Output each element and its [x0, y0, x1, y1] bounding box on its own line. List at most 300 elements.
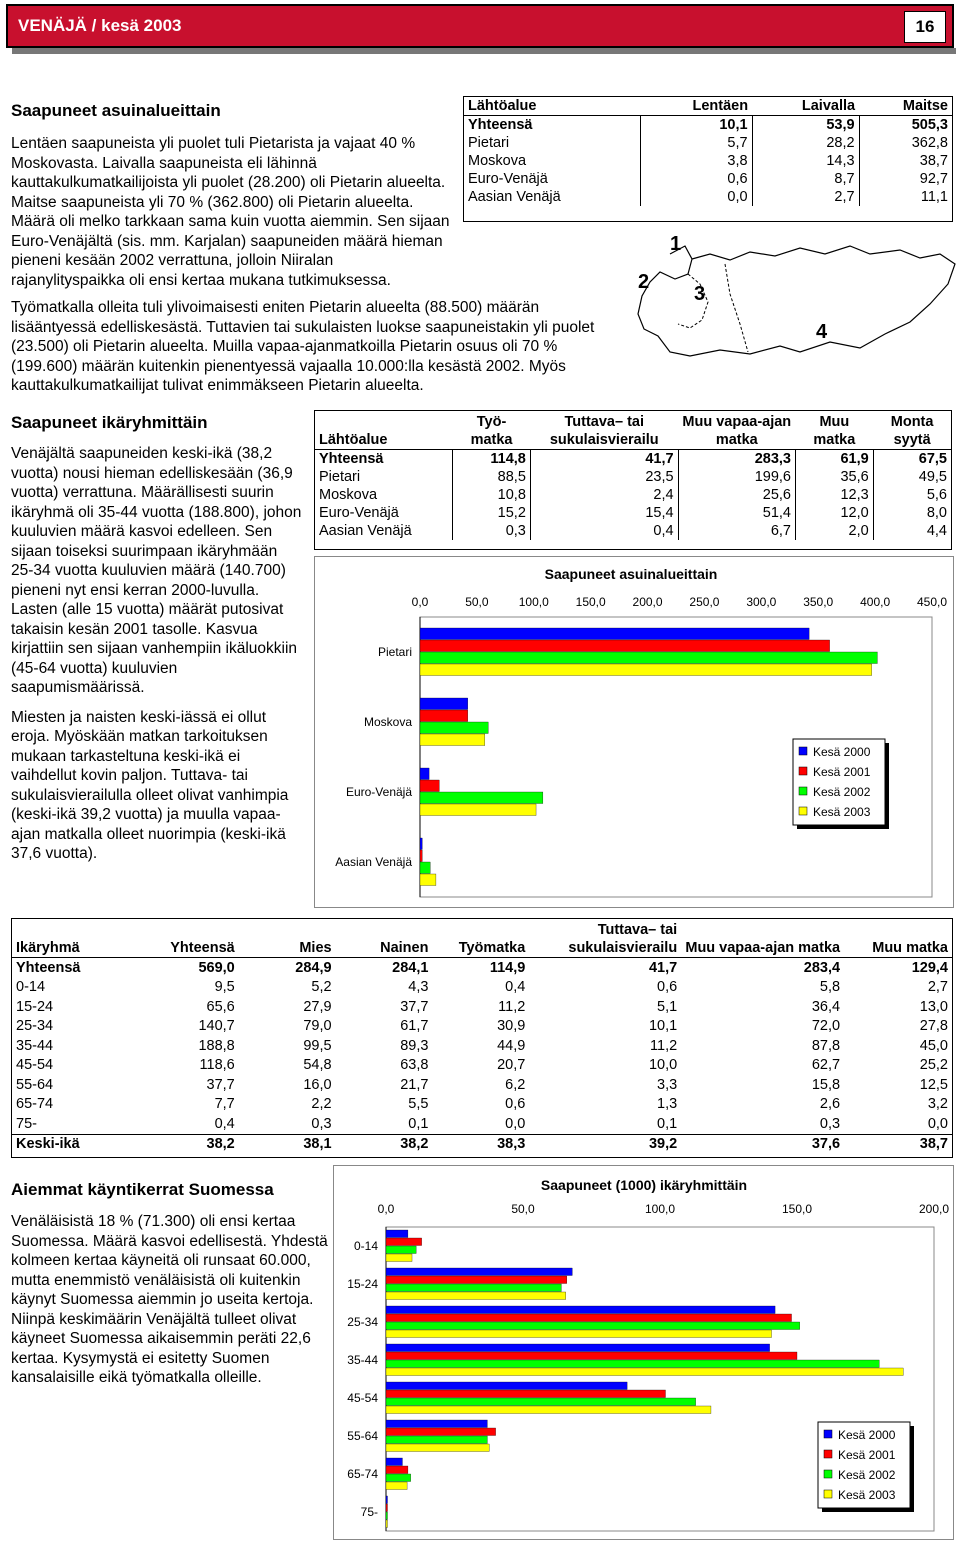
table-cell: 283,3	[678, 450, 795, 469]
table-cell: 2,2	[311, 1096, 332, 1113]
table-cell: 14,3	[752, 152, 859, 170]
bar	[420, 640, 830, 652]
table-cell: 28,2	[752, 134, 859, 152]
table-cell: Aasian Venäjä	[315, 522, 453, 540]
bar	[386, 1276, 567, 1284]
table-cell: 79,0	[303, 1018, 332, 1035]
table-cell: 15,2	[453, 504, 531, 522]
bar	[420, 804, 536, 816]
bar	[386, 1406, 711, 1414]
section1-para1: Lentäen saapuneista yli puolet tuli Pietarista ja vajaat 40 % Moskovasta. Laivalla saapuneista eli lähinnä kauttakulkumatkailijoista yli puolet (28.200) oli Pietarin alueelta. Maitse saapuneista yli 70 % (362.800) oli Pietarin alueelta. Määrä oli melko tarkkaan sama kuin vuotta aiemmin. Sen sijaan Euro-Venäjältä (sis. mm. Karjalan) saapuneiden määrä hieman pieneni kesään 2002 verrattuna, jolloin Niiralan rajanylityspaikka oli ensi kertaa mukana tutkimuksessa.	[11, 135, 450, 289]
table-cell: 10,8	[453, 486, 531, 504]
table-cell: 2,4	[530, 486, 678, 504]
table-cell: 41,7	[648, 959, 678, 976]
table-header-cell: Muu vapaa-ajan matka	[681, 919, 844, 958]
table-cell: 2,7	[927, 979, 948, 996]
bar	[386, 1306, 775, 1314]
table-cell: 0,6	[641, 170, 752, 188]
page-header	[6, 4, 954, 48]
y-category-label: 25-34	[347, 1315, 378, 1329]
legend-swatch	[799, 767, 807, 775]
y-category-label: 45-54	[347, 1391, 378, 1405]
table-cell: 0,3	[311, 1115, 332, 1132]
table-cell: 3,3	[657, 1076, 678, 1093]
table-row	[12, 997, 952, 1017]
table-cell: Yhteensä	[315, 450, 453, 469]
legend-label: Kesä 2001	[838, 1448, 896, 1462]
table-row	[12, 978, 952, 998]
map-outline	[638, 246, 955, 356]
table-cell: 0,4	[530, 522, 678, 540]
bar	[386, 1512, 388, 1520]
x-tick-label: 200,0	[918, 1202, 950, 1216]
legend-swatch	[799, 807, 807, 815]
section2-para2: Miesten ja naisten keski-iässä ei ollut eroja. Myöskään matkan tarkoituksen mukaan tarkasteltuna keski-ikä ei vaihdellut kovin paljon. Tuttava- tai sukulaisvierailulla olleet olivat vanhimpia (keski-ikä 39,2 vuotta) ja muulla vapaa-ajan matkalla olleet nuorimpia (keski-ikä 37,6 vuotta).	[11, 708, 289, 862]
table-cell: 30,9	[497, 1018, 526, 1035]
bar	[386, 1444, 489, 1452]
legend-swatch	[824, 1490, 832, 1498]
bar	[420, 874, 436, 886]
table-cell: 0,3	[453, 522, 531, 540]
bar	[386, 1398, 696, 1406]
y-category-label: 0-14	[353, 1239, 378, 1253]
table-cell: 53,9	[752, 116, 859, 135]
table-header-cell: Tuttava– tai sukulaisvierailu	[530, 411, 678, 450]
x-tick-label: 300,0	[746, 595, 777, 609]
bar	[386, 1292, 566, 1300]
chart-region-svg	[315, 557, 953, 907]
table-cell: 25-34	[16, 1018, 54, 1035]
legend-swatch	[824, 1470, 832, 1478]
purpose-table	[315, 411, 951, 540]
legend-swatch	[799, 787, 807, 795]
table-cell: 0,0	[641, 188, 752, 206]
table-cell: 36,4	[811, 998, 841, 1015]
table-row	[12, 1056, 952, 1076]
table-cell: 27,9	[303, 998, 332, 1015]
chart-title: Saapuneet (1000) ikäryhmittäin	[540, 1177, 748, 1193]
chart-region-panel	[314, 556, 954, 908]
table-row	[12, 1095, 952, 1115]
table-cell: Pietari	[464, 134, 641, 152]
table-cell: 0,4	[505, 979, 526, 996]
table-row	[12, 958, 952, 978]
table-header-cell: Työmatka	[432, 919, 529, 958]
table-header-row	[315, 411, 951, 450]
y-category-label: Aasian Venäjä	[335, 855, 412, 869]
table-cell: 27,8	[919, 1018, 948, 1035]
table-cell: 92,7	[859, 170, 952, 188]
table-cell: 3,2	[927, 1096, 948, 1113]
bar	[386, 1390, 665, 1398]
table-cell: 188,8	[198, 1037, 235, 1054]
table-row	[315, 504, 951, 522]
age-table	[12, 919, 952, 1154]
table-cell: 12,0	[795, 504, 873, 522]
table-cell: 3,8	[641, 152, 752, 170]
bar	[386, 1368, 903, 1376]
table-cell: 21,7	[400, 1076, 429, 1093]
table-header-row	[12, 919, 952, 958]
y-category-label: Euro-Venäjä	[345, 785, 412, 799]
table-header-cell: Yhteensä	[131, 919, 239, 958]
table-row	[464, 152, 952, 170]
table-cell: 505,3	[859, 116, 952, 135]
table-cell: 67,5	[873, 450, 951, 469]
table-cell: 39,2	[648, 1136, 678, 1153]
bar	[420, 628, 809, 640]
bar	[386, 1330, 772, 1338]
bar	[420, 722, 488, 734]
table-row	[315, 522, 951, 540]
table-cell: 23,5	[530, 468, 678, 486]
bar	[420, 792, 543, 804]
legend-label: Kesä 2003	[813, 805, 871, 819]
map-label-2: 2	[638, 271, 650, 293]
section-heading-kayntikerrat: Aiemmat käyntikerrat Suomessa	[11, 1180, 274, 1199]
table-cell: Yhteensä	[16, 959, 81, 976]
table-cell: 12,5	[919, 1076, 948, 1093]
section1-intro	[11, 134, 451, 300]
table-cell: 38,3	[497, 1136, 526, 1153]
table-row	[12, 1114, 952, 1134]
bar	[420, 850, 422, 862]
bar	[386, 1436, 487, 1444]
bar	[386, 1246, 416, 1254]
table-cell: 0-14	[16, 979, 46, 996]
table-cell: 62,7	[811, 1057, 841, 1074]
table-cell: 5,7	[641, 134, 752, 152]
table-cell: 10,1	[648, 1018, 678, 1035]
table-cell: 8,0	[873, 504, 951, 522]
bar	[386, 1238, 422, 1246]
table-cell: 65-74	[16, 1096, 54, 1113]
table-cell: 38,1	[303, 1136, 332, 1153]
x-tick-label: 400,0	[860, 595, 891, 609]
y-category-label: 15-24	[347, 1277, 378, 1291]
bar	[386, 1314, 792, 1322]
table-cell: 38,2	[400, 1136, 429, 1153]
table-cell: 38,7	[919, 1136, 948, 1153]
table-cell: 15,4	[530, 504, 678, 522]
table-cell: 0,4	[214, 1115, 235, 1132]
header-title: VENÄJÄ / kesä 2003	[18, 16, 182, 35]
section2-para1: Venäjältä saapuneiden keski-ikä (38,2 vuotta) nousi hieman edelliskesään (36,9 vuotta) verrattuna. Määrällisesti suurin ikäryhmä oli 35-44 vuotta (188.800), johon kuuluvien määrä kasvoi edelleen. Sen sijaan toiseksi suurimpaan ikäryhmään 25-34 vuotta kuuluvien määrä (140.700) pieneni nyt ensi kerran 2000-luvulla. Lasten (alle 15 vuotta) määrät putosivat takaisin kesän 2001 tasolle. Kasvua kirjattiin sen sijaan vanhempiin ikäluokkiin (45-64 vuotta) kuuluvien saapumismäärissä.	[11, 445, 302, 696]
table-cell: 51,4	[678, 504, 795, 522]
table-cell: 140,7	[198, 1018, 235, 1035]
table-cell: 45-54	[16, 1057, 54, 1074]
table-cell: 11,1	[859, 188, 952, 206]
table-cell: 49,5	[873, 468, 951, 486]
section-heading-ikaryhmittain: Saapuneet ikäryhmittäin	[11, 413, 208, 432]
x-tick-label: 200,0	[632, 595, 663, 609]
table-cell: 6,2	[505, 1076, 526, 1093]
table-header-cell: Nainen	[336, 919, 433, 958]
table-cell: Aasian Venäjä	[464, 188, 641, 206]
table-cell: 0,0	[927, 1115, 948, 1132]
table-cell: 569,0	[198, 959, 235, 976]
table-row	[12, 1017, 952, 1037]
legend-label: Kesä 2000	[813, 745, 871, 759]
table-cell: 362,8	[859, 134, 952, 152]
table-row	[315, 468, 951, 486]
bar	[386, 1504, 388, 1512]
x-tick-label: 250,0	[689, 595, 720, 609]
x-tick-label: 150,0	[575, 595, 606, 609]
bar	[386, 1230, 408, 1238]
bar	[420, 698, 468, 710]
table-row	[315, 486, 951, 504]
table-cell: 41,7	[530, 450, 678, 469]
section-heading-asuinalueittain: Saapuneet asuinalueittain	[11, 101, 221, 120]
table-cell: 5,1	[657, 998, 678, 1015]
section3-body	[11, 1212, 329, 1398]
bar	[420, 664, 872, 676]
bar	[386, 1352, 797, 1360]
table-cell: 2,7	[752, 188, 859, 206]
table-cell: 8,7	[752, 170, 859, 188]
table-cell: 199,6	[678, 468, 795, 486]
table-cell: 25,6	[678, 486, 795, 504]
chart-age-panel	[333, 1165, 954, 1540]
table-cell: 129,4	[911, 959, 948, 976]
bar	[386, 1482, 407, 1490]
bar	[386, 1496, 388, 1504]
table-cell: 65,6	[206, 998, 235, 1015]
table-cell: 0,0	[505, 1115, 526, 1132]
table-cell: 54,8	[303, 1057, 332, 1074]
table-header-cell: Ikäryhmä	[12, 919, 131, 958]
table-cell: 114,8	[453, 450, 531, 469]
table-cell: 15,8	[811, 1076, 841, 1093]
map-svg	[630, 224, 960, 404]
x-tick-label: 50,0	[511, 1202, 535, 1216]
table-cell: 0,1	[408, 1115, 429, 1132]
table-cell: 61,7	[400, 1018, 429, 1035]
table-cell: 2,0	[795, 522, 873, 540]
x-tick-label: 150,0	[781, 1202, 813, 1216]
section1-para2: Työmatkalla olleita tuli ylivoimaisesti eniten Pietarin alueelta (88.500) määrän lisääntyessä edelliskesästä. Tuttavien tai sukulaisten luokse saapuneistakin yli puolet (23.500) oli Pietarin alueelta. Muilla vapaa-ajanmatkoilla Pietarin osuus oli 70 % (199.600) määrän kuitenkin pienentyessä vajaalla 10.000:lla kesästä 2002. Myös kauttakulkumatkailijat tulivat enimmäkseen Pietarin alueelta.	[11, 299, 595, 394]
header-shadow	[12, 48, 956, 54]
table-cell: 38,2	[206, 1136, 235, 1153]
x-tick-label: 0,0	[377, 1202, 395, 1216]
table-cell: 4,3	[408, 979, 429, 996]
bar	[386, 1254, 412, 1262]
table-cell: 75-	[16, 1115, 37, 1132]
table-cell: Moskova	[315, 486, 453, 504]
bar	[420, 734, 485, 746]
bar	[420, 652, 877, 664]
table-cell: 5,8	[819, 979, 841, 996]
table-cell: 12,3	[795, 486, 873, 504]
table-row	[464, 134, 952, 152]
section1-body	[11, 298, 621, 406]
table-cell: 87,8	[811, 1037, 841, 1054]
table-header-cell: Työ-matka	[453, 411, 531, 450]
table-cell: 6,7	[678, 522, 795, 540]
bar	[420, 768, 429, 780]
table-cell: 284,1	[392, 959, 429, 976]
table-cell: 2,6	[819, 1096, 841, 1113]
table-row	[464, 188, 952, 206]
y-category-label: 55-64	[347, 1429, 378, 1443]
transport-table	[464, 97, 952, 206]
chart-age-svg	[334, 1166, 953, 1539]
section3-para1: Venäläisistä 18 % (71.300) oli ensi kertaa Suomessa. Määrä kasvoi edellisestä. Yhdestä kolmeen kertaa käyneitä oli runsaat 60.000, mutta enemmistö venäläisistä oli kuitenkin käynyt Suomessa aiemmin jo useita kertoja. Niinpä keskimäärin Venäjältä tulleet olivat käyneet Suomessa aikaisemmin peräti 22,6 kertaa. Kysymystä ei esitetty Suomen kansalaisille eikä työmatkalla olleille.	[11, 1213, 328, 1386]
table-cell: 10,0	[648, 1057, 678, 1074]
table-header-cell: Lentäen	[641, 97, 752, 116]
table-cell: 99,5	[303, 1037, 332, 1054]
table-cell: 37,6	[811, 1136, 841, 1153]
section2-body	[11, 444, 303, 874]
table-cell: 13,0	[919, 998, 948, 1015]
table-cell: 38,7	[859, 152, 952, 170]
chart-title: Saapuneet asuinalueittain	[544, 566, 718, 582]
bar	[386, 1360, 879, 1368]
table-cell: 35-44	[16, 1037, 54, 1054]
table-header-cell: Mies	[239, 919, 336, 958]
page-number: 16	[904, 11, 946, 43]
table-cell: 25,2	[919, 1057, 948, 1074]
map-label-4: 4	[816, 321, 828, 343]
map-label-3: 3	[694, 283, 706, 305]
bar	[386, 1520, 388, 1528]
table-cell: Keski-ikä	[16, 1136, 80, 1153]
table-cell: 0,3	[819, 1115, 841, 1132]
table-cell: 0,1	[657, 1115, 678, 1132]
table-header-cell: Lähtöalue	[464, 97, 641, 116]
x-tick-label: 50,0	[465, 595, 489, 609]
table-cell: 16,0	[303, 1076, 332, 1093]
table-cell: 88,5	[453, 468, 531, 486]
table-header-cell: Muu vapaa-ajan matka	[678, 411, 795, 450]
table-cell: 118,6	[199, 1057, 235, 1074]
table-cell: 284,9	[295, 959, 332, 976]
map-region-line-2	[725, 264, 748, 352]
table-header-row	[464, 97, 952, 116]
bar	[420, 862, 430, 874]
table-cell: 5,2	[311, 979, 332, 996]
table-cell: 37,7	[400, 998, 429, 1015]
table-cell: 55-64	[16, 1076, 54, 1093]
table-row	[464, 116, 952, 135]
bar	[420, 780, 439, 792]
table-cell: 63,8	[400, 1057, 429, 1074]
bar	[386, 1474, 411, 1482]
bar	[386, 1268, 572, 1276]
table-cell: 283,4	[803, 959, 841, 976]
legend-swatch	[824, 1450, 832, 1458]
bar	[386, 1322, 800, 1330]
table-cell: 45,0	[919, 1037, 948, 1054]
table-cell: 0,6	[657, 979, 678, 996]
russia-map	[630, 224, 960, 404]
legend-label: Kesä 2002	[838, 1468, 896, 1482]
table-header-cell: Muu matka	[795, 411, 873, 450]
table-cell: 11,2	[498, 998, 526, 1015]
table-header-cell: Muu matka	[844, 919, 952, 958]
bar	[386, 1428, 496, 1436]
table-cell: 9,5	[214, 979, 235, 996]
legend-swatch	[799, 747, 807, 755]
table-header-cell: Monta syytä	[873, 411, 951, 450]
x-tick-label: 100,0	[518, 595, 549, 609]
table-cell: Euro-Venäjä	[464, 170, 641, 188]
table-cell: 1,3	[657, 1096, 678, 1113]
table-cell: 0,6	[505, 1096, 526, 1113]
table-cell: 4,4	[873, 522, 951, 540]
table-row	[464, 170, 952, 188]
bar	[420, 838, 422, 850]
x-tick-label: 100,0	[644, 1202, 676, 1216]
map-label-1: 1	[670, 233, 682, 255]
table-cell: Moskova	[464, 152, 641, 170]
table-cell: 72,0	[811, 1018, 841, 1035]
table-cell: 7,7	[214, 1096, 235, 1113]
bar	[386, 1466, 408, 1474]
y-category-label: Moskova	[363, 715, 412, 729]
transport-table-box	[463, 96, 953, 222]
legend-label: Kesä 2001	[813, 765, 871, 779]
legend-label: Kesä 2002	[813, 785, 871, 799]
table-row	[12, 1075, 952, 1095]
x-tick-label: 450,0	[916, 595, 948, 609]
bar	[386, 1382, 627, 1390]
table-cell: Euro-Venäjä	[315, 504, 453, 522]
table-cell: 10,1	[641, 116, 752, 135]
table-row	[12, 1036, 952, 1056]
table-cell: 44,9	[497, 1037, 526, 1054]
purpose-table-box	[314, 410, 952, 550]
x-tick-label: 350,0	[803, 595, 834, 609]
table-cell: 61,9	[795, 450, 873, 469]
table-cell: 114,9	[489, 959, 526, 976]
legend	[793, 739, 889, 829]
y-category-label: 35-44	[347, 1353, 378, 1367]
table-row	[12, 1134, 952, 1154]
table-cell: 15-24	[16, 998, 54, 1015]
table-header-cell: Lähtöalue	[315, 411, 453, 450]
y-category-label: 75-	[360, 1505, 378, 1519]
legend-label: Kesä 2003	[838, 1488, 896, 1502]
legend-swatch	[824, 1430, 832, 1438]
table-cell: 5,6	[873, 486, 951, 504]
age-table-box	[11, 918, 953, 1158]
table-cell: Yhteensä	[464, 116, 641, 135]
bar	[386, 1458, 402, 1466]
table-cell: 35,6	[795, 468, 873, 486]
x-tick-label: 0,0	[411, 595, 429, 609]
table-cell: 5,5	[408, 1096, 429, 1113]
legend	[818, 1422, 914, 1512]
table-header-cell: Tuttava– tai sukulaisvierailu	[529, 919, 681, 958]
table-header-cell: Laivalla	[752, 97, 859, 116]
table-cell: Pietari	[315, 468, 453, 486]
legend-label: Kesä 2000	[838, 1428, 896, 1442]
table-row	[315, 450, 951, 469]
table-cell: 37,7	[206, 1076, 235, 1093]
bar	[420, 710, 468, 722]
bar	[386, 1344, 770, 1352]
table-cell: 11,2	[650, 1037, 678, 1054]
table-cell: 20,7	[497, 1057, 526, 1074]
bar	[386, 1420, 487, 1428]
table-header-cell: Maitse	[859, 97, 952, 116]
table-cell: 89,3	[400, 1037, 429, 1054]
y-category-label: Pietari	[377, 645, 412, 659]
bar	[386, 1284, 561, 1292]
y-category-label: 65-74	[347, 1467, 378, 1481]
